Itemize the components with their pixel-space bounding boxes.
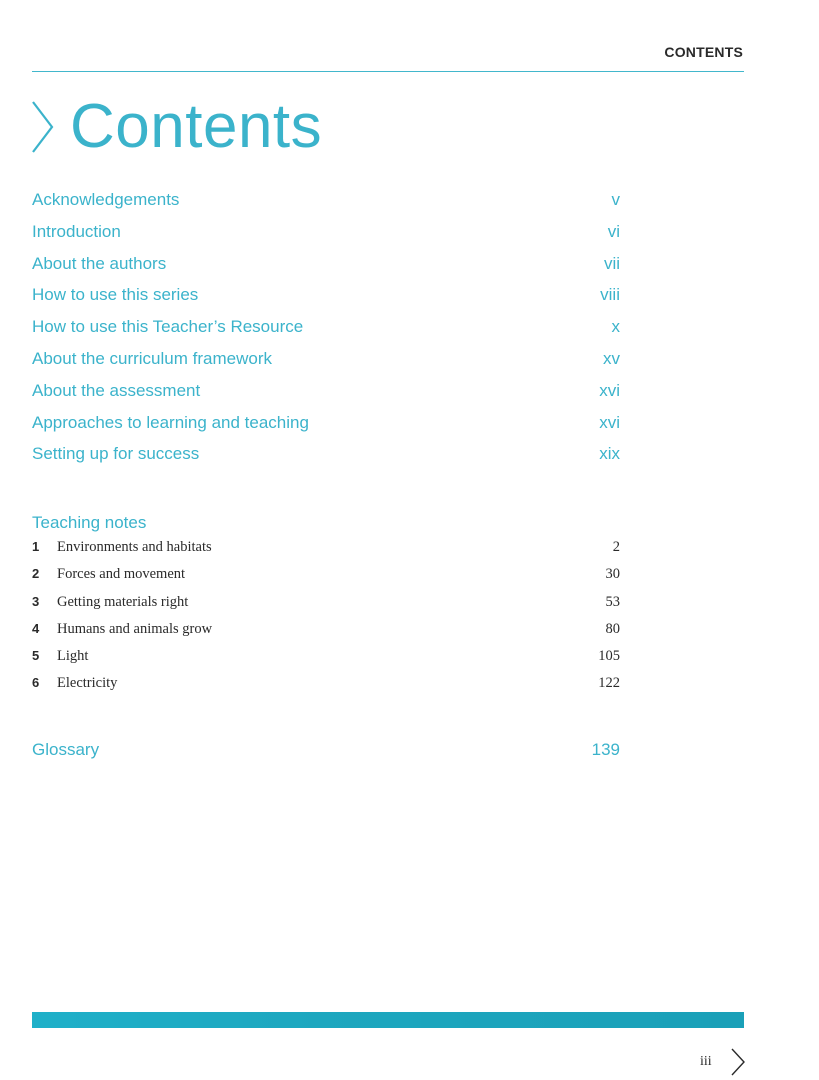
toc-entry-page: xv — [603, 348, 620, 368]
footer-band — [32, 1012, 744, 1028]
chapter-number: 4 — [32, 620, 40, 636]
toc-entry-page: xix — [599, 444, 620, 464]
toc-entry-label: Acknowledgements — [32, 190, 180, 209]
toc-entry-label: How to use this series — [32, 285, 199, 305]
chapter-entry[interactable] — [32, 675, 620, 702]
toc-entry-assessment[interactable] — [32, 381, 620, 413]
chapter-page: 122 — [598, 675, 620, 692]
running-head: CONTENTS — [664, 44, 743, 60]
toc-entry-label: Introduction — [32, 221, 121, 241]
toc-entry-label: Setting up for success — [32, 444, 200, 464]
glossary-page: 139 — [591, 740, 620, 759]
toc-entry-page: v — [611, 190, 620, 209]
chapter-page: 105 — [598, 648, 620, 665]
teaching-notes-heading: Teaching notes — [32, 513, 147, 532]
chapter-number: 3 — [32, 593, 40, 609]
chapter-page: 30 — [605, 566, 620, 583]
chapter-number: 6 — [32, 675, 40, 691]
chapter-entry[interactable] — [32, 594, 620, 621]
toc-entry-acknowledgements[interactable] — [32, 190, 620, 222]
chapter-entry[interactable] — [32, 566, 620, 593]
header-rule — [32, 71, 744, 72]
chapter-number: 2 — [32, 566, 40, 582]
chapter-page: 53 — [605, 593, 620, 610]
toc-entry-label: About the assessment — [32, 380, 201, 400]
chapter-page: 2 — [612, 539, 620, 555]
chapter-entry[interactable] — [32, 648, 620, 675]
toc-entry-page: vi — [607, 221, 620, 241]
chapter-title: Humans and animals grow — [57, 620, 213, 637]
front-matter-list — [32, 190, 620, 476]
toc-entry-page: viii — [600, 285, 620, 305]
toc-entry-label: How to use this Teacher’s Resource — [32, 317, 304, 337]
chapter-title: Getting materials right — [57, 593, 189, 610]
chapter-title: Forces and movement — [57, 566, 186, 583]
toc-entry-page: vii — [603, 253, 620, 273]
toc-entry-glossary[interactable] — [32, 740, 620, 760]
toc-entry-how-to-use-resource[interactable] — [32, 317, 620, 349]
chevron-right-icon — [730, 1048, 746, 1076]
toc-entry-page: xvi — [599, 412, 620, 432]
chevron-right-icon — [30, 100, 56, 154]
chapter-title: Environments and habitats — [57, 539, 212, 555]
toc-entry-page: x — [611, 317, 620, 337]
chapter-title: Electricity — [57, 675, 118, 692]
toc-entry-setting-up[interactable] — [32, 444, 620, 476]
title-block — [30, 92, 322, 162]
page-number: iii — [700, 1054, 712, 1069]
toc-entry-curriculum-framework[interactable] — [32, 349, 620, 381]
chapter-list — [32, 539, 620, 703]
chapter-number: 5 — [32, 648, 40, 664]
toc-entry-page: xvi — [599, 380, 620, 400]
toc-entry-introduction[interactable] — [32, 222, 620, 254]
toc-entry-label: Approaches to learning and teaching — [32, 412, 309, 432]
toc-entry-label: About the curriculum framework — [32, 348, 272, 368]
toc-entry-approaches[interactable] — [32, 413, 620, 445]
toc-entry-label: About the authors — [32, 253, 167, 273]
chapter-entry[interactable] — [32, 539, 620, 566]
toc-entry-about-authors[interactable] — [32, 254, 620, 286]
chapter-title: Light — [57, 648, 89, 665]
toc-entry-how-to-use-series[interactable] — [32, 285, 620, 317]
glossary-label: Glossary — [32, 740, 100, 759]
page-title: Contents — [70, 92, 323, 161]
chapter-entry[interactable] — [32, 621, 620, 648]
chapter-page: 80 — [605, 620, 620, 637]
chapter-number: 1 — [32, 539, 40, 554]
